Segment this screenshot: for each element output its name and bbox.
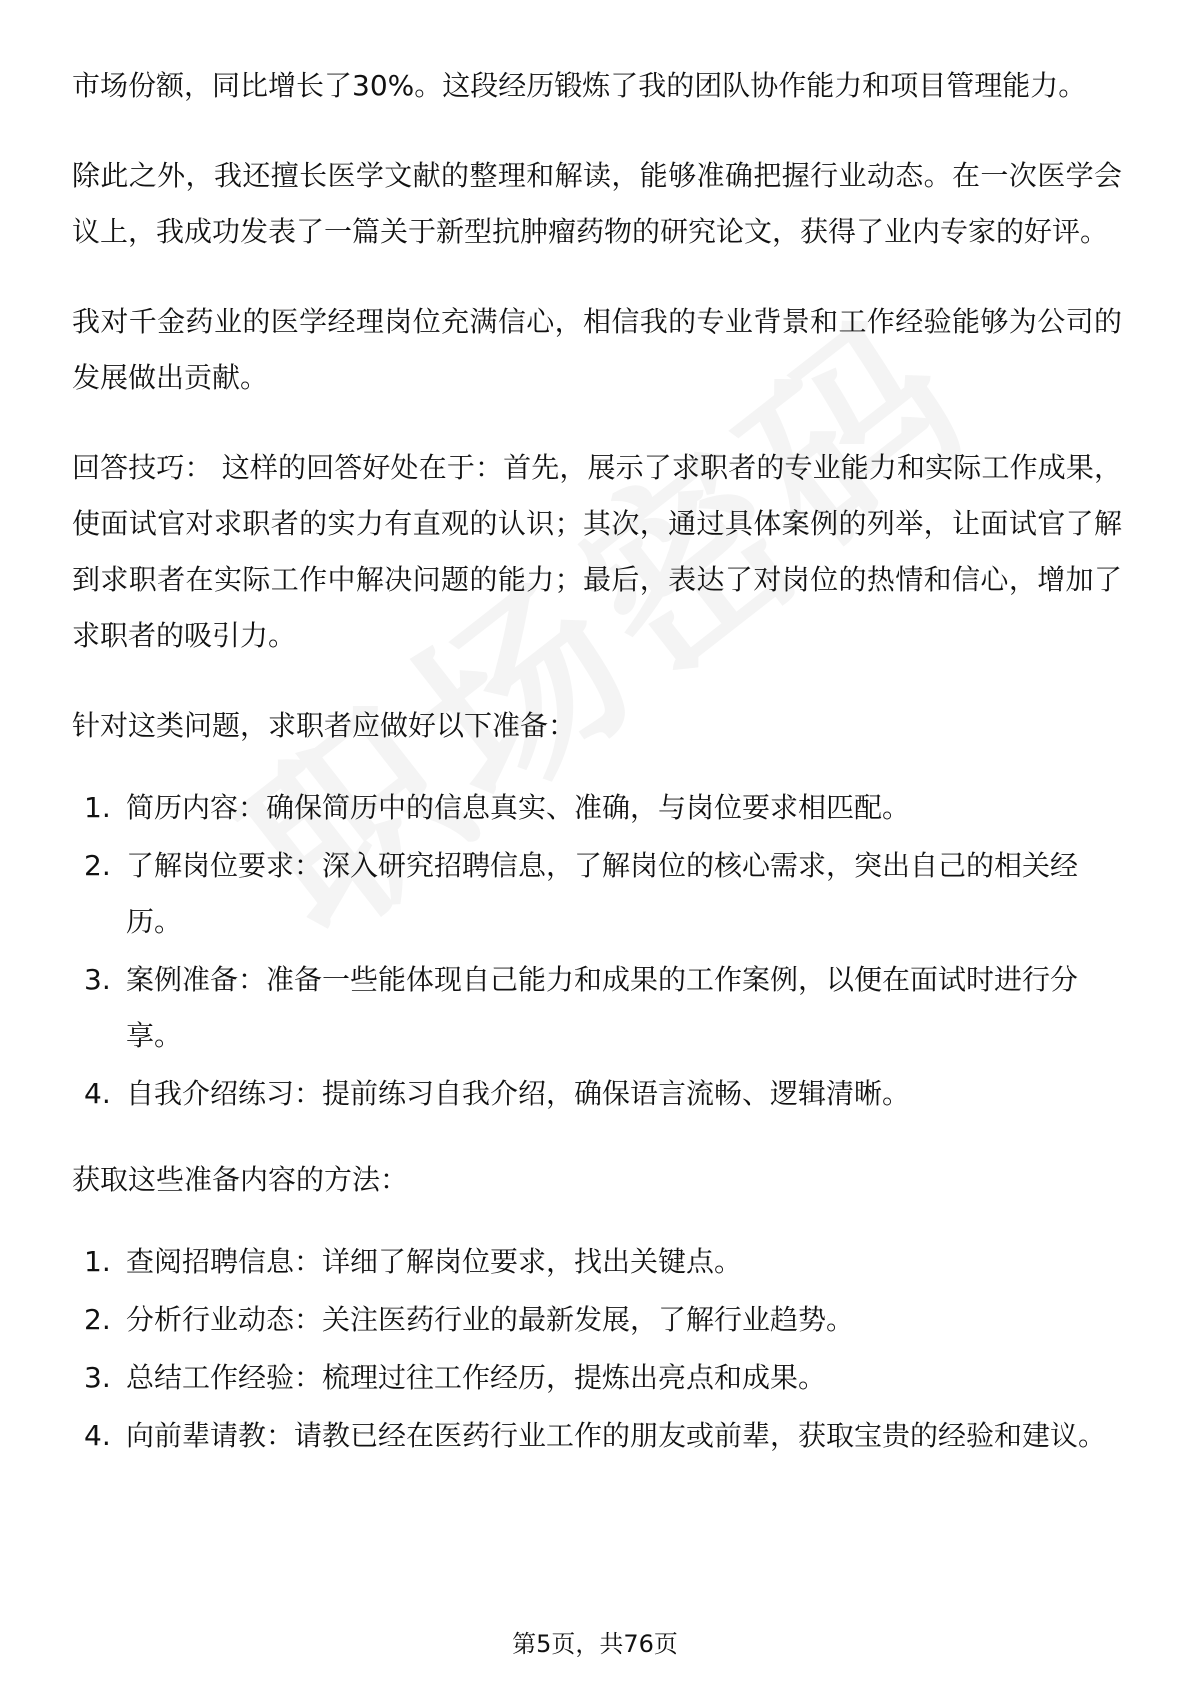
list-number: 4.	[84, 1077, 111, 1110]
list-text: 案例准备：准备一些能体现自己能力和成果的工作案例，以便在面试时进行分享。	[126, 963, 1079, 1052]
paragraph-methods-intro: 获取这些准备内容的方法：	[72, 1163, 409, 1196]
page-content	[72, 58, 1122, 1494]
list-item	[72, 838, 1122, 950]
page-footer	[0, 1624, 1190, 1659]
page-number-label: 第5页，共76页	[512, 1630, 678, 1658]
list-text: 简历内容：确保简历中的信息真实、准确，与岗位要求相匹配。	[126, 791, 911, 824]
list-text: 总结工作经验：梳理过往工作经历，提炼出亮点和成果。	[126, 1361, 827, 1394]
list-item	[72, 952, 1122, 1064]
list-item	[72, 1066, 1122, 1122]
list-number: 2.	[84, 849, 111, 882]
list-item	[72, 1234, 1122, 1290]
list-text: 分析行业动态：关注医药行业的最新发展，了解行业趋势。	[126, 1303, 855, 1336]
paragraph-confidence: 我对千金药业的医学经理岗位充满信心，相信我的专业背景和工作经验能够为公司的发展做出贡献。	[72, 305, 1122, 394]
paragraph-answer-tips: 回答技巧： 这样的回答好处在于：首先，展示了求职者的专业能力和实际工作成果，使面试官对求职者的实力有直观的认识；其次，通过具体案例的列举，让面试官了解到求职者在实际工作中解决问题的能力；最后，表达了对岗位的热情和信心，增加了求职者的吸引力。	[72, 451, 1122, 652]
list-number: 4.	[84, 1419, 111, 1452]
method-list	[72, 1234, 1122, 1464]
list-text: 向前辈请教：请教已经在医药行业工作的朋友或前辈，获取宝贵的经验和建议。	[126, 1419, 1107, 1452]
list-number: 2.	[84, 1303, 111, 1336]
list-number: 3.	[84, 1361, 111, 1394]
list-item	[72, 780, 1122, 836]
list-item	[72, 1408, 1122, 1464]
paragraph-market-share: 市场份额，同比增长了30%。这段经历锻炼了我的团队协作能力和项目管理能力。	[72, 69, 1087, 102]
list-number: 1.	[84, 791, 111, 824]
list-item	[72, 1292, 1122, 1348]
prep-list	[72, 780, 1122, 1122]
list-item	[72, 1350, 1122, 1406]
paragraph-prep-intro: 针对这类问题，求职者应做好以下准备：	[72, 709, 577, 742]
list-number: 1.	[84, 1245, 111, 1278]
list-text: 自我介绍练习：提前练习自我介绍，确保语言流畅、逻辑清晰。	[126, 1077, 911, 1110]
list-text: 了解岗位要求：深入研究招聘信息，了解岗位的核心需求，突出自己的相关经历。	[126, 849, 1079, 938]
list-number: 3.	[84, 963, 111, 996]
paragraph-literature-skills: 除此之外，我还擅长医学文献的整理和解读，能够准确把握行业动态。在一次医学会议上，我成功发表了一篇关于新型抗肿瘤药物的研究论文，获得了业内专家的好评。	[72, 159, 1122, 248]
list-text: 查阅招聘信息：详细了解岗位要求，找出关键点。	[126, 1245, 743, 1278]
